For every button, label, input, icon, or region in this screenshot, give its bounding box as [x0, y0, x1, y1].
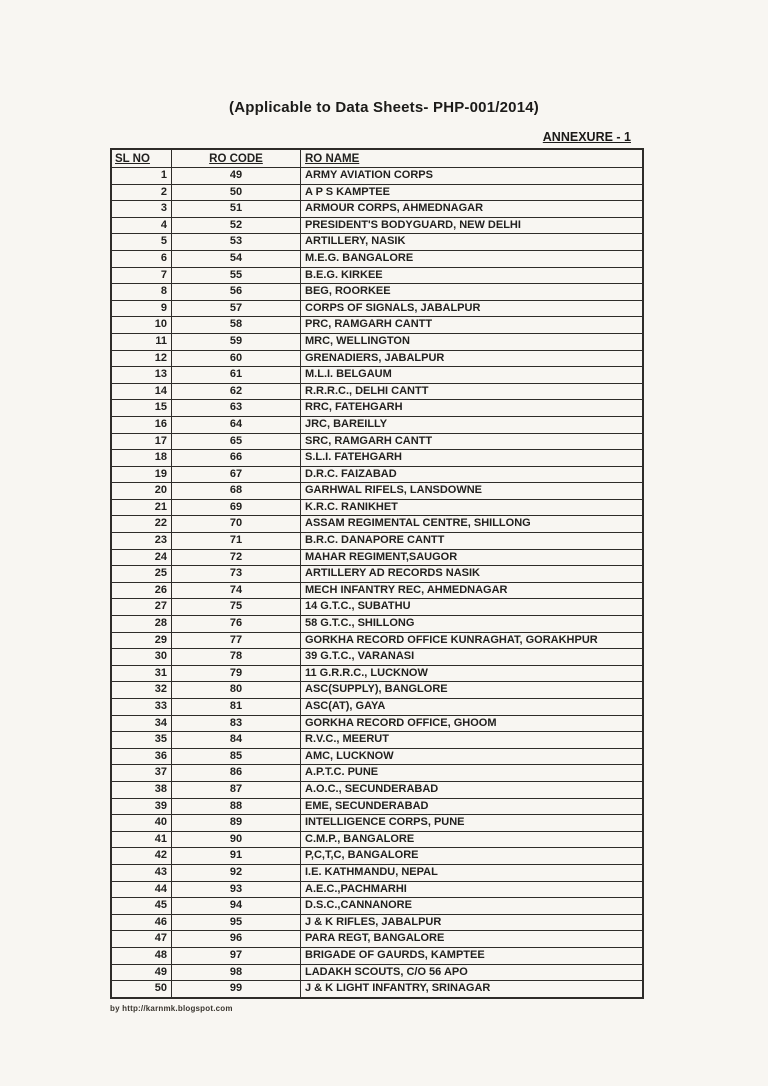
cell-ro-code: 83 [172, 715, 301, 732]
col-header-ro-code: RO CODE [172, 149, 301, 168]
table-row [111, 831, 643, 848]
cell-ro-code: 92 [172, 864, 301, 881]
cell-ro-code: 97 [172, 947, 301, 964]
cell-ro-name: A.P.T.C. PUNE [301, 765, 644, 782]
cell-ro-name: P,C,T,C, BANGALORE [301, 848, 644, 865]
cell-sl-no: 8 [111, 284, 172, 301]
cell-ro-code: 89 [172, 815, 301, 832]
table-row [111, 947, 643, 964]
table-row [111, 682, 643, 699]
cell-sl-no: 16 [111, 416, 172, 433]
cell-ro-name: ARMOUR CORPS, AHMEDNAGAR [301, 201, 644, 218]
cell-ro-code: 69 [172, 499, 301, 516]
table-row [111, 699, 643, 716]
cell-ro-code: 93 [172, 881, 301, 898]
table-row [111, 168, 643, 185]
cell-ro-code: 52 [172, 217, 301, 234]
table-row [111, 450, 643, 467]
table-row [111, 566, 643, 583]
table-row [111, 881, 643, 898]
cell-ro-name: A.O.C., SECUNDERABAD [301, 781, 644, 798]
cell-sl-no: 39 [111, 798, 172, 815]
cell-ro-name: PARA REGT, BANGALORE [301, 931, 644, 948]
table-row [111, 914, 643, 931]
cell-ro-code: 90 [172, 831, 301, 848]
cell-ro-name: B.E.G. KIRKEE [301, 267, 644, 284]
cell-ro-name: CORPS OF SIGNALS, JABALPUR [301, 300, 644, 317]
cell-sl-no: 9 [111, 300, 172, 317]
cell-ro-code: 91 [172, 848, 301, 865]
cell-sl-no: 27 [111, 599, 172, 616]
table-row [111, 533, 643, 550]
cell-ro-code: 70 [172, 516, 301, 533]
table-row [111, 250, 643, 267]
cell-sl-no: 50 [111, 981, 172, 998]
table-row [111, 516, 643, 533]
cell-ro-name: 58 G.T.C., SHILLONG [301, 616, 644, 633]
cell-ro-name: BRIGADE OF GAURDS, KAMPTEE [301, 947, 644, 964]
cell-sl-no: 30 [111, 649, 172, 666]
cell-sl-no: 20 [111, 483, 172, 500]
cell-ro-code: 88 [172, 798, 301, 815]
table-header-row [111, 149, 643, 168]
footer-credit: by http://karnmk.blogspot.com [110, 1004, 233, 1013]
cell-ro-name: ARMY AVIATION CORPS [301, 168, 644, 185]
table-row [111, 599, 643, 616]
cell-ro-name: A P S KAMPTEE [301, 184, 644, 201]
cell-sl-no: 49 [111, 964, 172, 981]
cell-ro-name: 39 G.T.C., VARANASI [301, 649, 644, 666]
cell-ro-code: 77 [172, 632, 301, 649]
table-row [111, 549, 643, 566]
cell-ro-code: 73 [172, 566, 301, 583]
cell-sl-no: 14 [111, 383, 172, 400]
cell-sl-no: 19 [111, 466, 172, 483]
cell-ro-code: 85 [172, 748, 301, 765]
cell-ro-name: SRC, RAMGARH CANTT [301, 433, 644, 450]
cell-ro-code: 59 [172, 333, 301, 350]
cell-ro-code: 49 [172, 168, 301, 185]
table-row [111, 333, 643, 350]
table-row [111, 300, 643, 317]
ro-table [110, 148, 644, 999]
table-row [111, 416, 643, 433]
cell-ro-name: EME, SECUNDERABAD [301, 798, 644, 815]
cell-sl-no: 22 [111, 516, 172, 533]
cell-sl-no: 26 [111, 582, 172, 599]
cell-sl-no: 44 [111, 881, 172, 898]
cell-ro-name: R.V.C., MEERUT [301, 732, 644, 749]
cell-ro-name: JRC, BAREILLY [301, 416, 644, 433]
cell-ro-name: RRC, FATEHGARH [301, 400, 644, 417]
table-row [111, 848, 643, 865]
cell-ro-name: I.E. KATHMANDU, NEPAL [301, 864, 644, 881]
table-row [111, 400, 643, 417]
cell-ro-code: 53 [172, 234, 301, 251]
table-row [111, 781, 643, 798]
cell-sl-no: 34 [111, 715, 172, 732]
cell-sl-no: 18 [111, 450, 172, 467]
cell-ro-code: 74 [172, 582, 301, 599]
cell-ro-name: MAHAR REGIMENT,SAUGOR [301, 549, 644, 566]
cell-ro-name: J & K RIFLES, JABALPUR [301, 914, 644, 931]
cell-ro-name: M.L.I. BELGAUM [301, 367, 644, 384]
table-row [111, 499, 643, 516]
cell-ro-code: 64 [172, 416, 301, 433]
cell-ro-code: 60 [172, 350, 301, 367]
table-row [111, 184, 643, 201]
cell-ro-code: 56 [172, 284, 301, 301]
table-row [111, 964, 643, 981]
cell-sl-no: 13 [111, 367, 172, 384]
cell-ro-name: D.R.C. FAIZABAD [301, 466, 644, 483]
table-row [111, 732, 643, 749]
cell-ro-name: R.R.R.C., DELHI CANTT [301, 383, 644, 400]
cell-ro-code: 55 [172, 267, 301, 284]
cell-ro-name: C.M.P., BANGALORE [301, 831, 644, 848]
cell-ro-code: 61 [172, 367, 301, 384]
cell-sl-no: 24 [111, 549, 172, 566]
cell-ro-name: 11 G.R.R.C., LUCKNOW [301, 665, 644, 682]
cell-sl-no: 48 [111, 947, 172, 964]
cell-ro-code: 75 [172, 599, 301, 616]
cell-ro-name: GARHWAL RIFELS, LANSDOWNE [301, 483, 644, 500]
cell-sl-no: 41 [111, 831, 172, 848]
cell-ro-name: K.R.C. RANIKHET [301, 499, 644, 516]
table-row [111, 201, 643, 218]
annexure-label: ANNEXURE - 1 [542, 130, 631, 144]
cell-ro-code: 68 [172, 483, 301, 500]
cell-sl-no: 12 [111, 350, 172, 367]
cell-sl-no: 21 [111, 499, 172, 516]
cell-ro-code: 63 [172, 400, 301, 417]
cell-ro-code: 67 [172, 466, 301, 483]
table-row [111, 317, 643, 334]
cell-sl-no: 4 [111, 217, 172, 234]
cell-ro-code: 78 [172, 649, 301, 666]
cell-ro-code: 65 [172, 433, 301, 450]
cell-ro-name: ASSAM REGIMENTAL CENTRE, SHILLONG [301, 516, 644, 533]
cell-ro-code: 99 [172, 981, 301, 998]
cell-ro-code: 81 [172, 699, 301, 716]
cell-ro-code: 79 [172, 665, 301, 682]
cell-sl-no: 5 [111, 234, 172, 251]
table-row [111, 483, 643, 500]
cell-ro-name: ARTILLERY AD RECORDS NASIK [301, 566, 644, 583]
cell-sl-no: 43 [111, 864, 172, 881]
cell-sl-no: 25 [111, 566, 172, 583]
cell-sl-no: 17 [111, 433, 172, 450]
cell-ro-code: 72 [172, 549, 301, 566]
cell-sl-no: 42 [111, 848, 172, 865]
table-row [111, 864, 643, 881]
cell-ro-name: J & K LIGHT INFANTRY, SRINAGAR [301, 981, 644, 998]
table-row [111, 632, 643, 649]
table-row [111, 582, 643, 599]
cell-sl-no: 1 [111, 168, 172, 185]
table-row [111, 217, 643, 234]
cell-sl-no: 31 [111, 665, 172, 682]
table-header [111, 149, 643, 168]
cell-ro-name: PRESIDENT'S BODYGUARD, NEW DELHI [301, 217, 644, 234]
cell-sl-no: 28 [111, 616, 172, 633]
cell-ro-name: GORKHA RECORD OFFICE, GHOOM [301, 715, 644, 732]
table-row [111, 367, 643, 384]
cell-ro-name: GORKHA RECORD OFFICE KUNRAGHAT, GORAKHPUR [301, 632, 644, 649]
table-row [111, 649, 643, 666]
cell-sl-no: 3 [111, 201, 172, 218]
cell-ro-name: MRC, WELLINGTON [301, 333, 644, 350]
table-row [111, 383, 643, 400]
col-header-ro-name: RO NAME [301, 149, 644, 168]
table-row [111, 234, 643, 251]
cell-ro-code: 76 [172, 616, 301, 633]
table-row [111, 466, 643, 483]
cell-ro-code: 84 [172, 732, 301, 749]
table-row [111, 715, 643, 732]
cell-ro-code: 54 [172, 250, 301, 267]
cell-ro-code: 57 [172, 300, 301, 317]
cell-sl-no: 7 [111, 267, 172, 284]
table-row [111, 284, 643, 301]
cell-ro-name: MECH INFANTRY REC, AHMEDNAGAR [301, 582, 644, 599]
cell-ro-code: 80 [172, 682, 301, 699]
cell-sl-no: 15 [111, 400, 172, 417]
table-row [111, 898, 643, 915]
cell-sl-no: 10 [111, 317, 172, 334]
cell-ro-code: 58 [172, 317, 301, 334]
cell-ro-name: M.E.G. BANGALORE [301, 250, 644, 267]
cell-sl-no: 32 [111, 682, 172, 699]
cell-ro-code: 94 [172, 898, 301, 915]
cell-sl-no: 45 [111, 898, 172, 915]
table-row [111, 616, 643, 633]
cell-sl-no: 47 [111, 931, 172, 948]
cell-sl-no: 35 [111, 732, 172, 749]
cell-ro-name: AMC, LUCKNOW [301, 748, 644, 765]
table-row [111, 815, 643, 832]
col-header-sl-no: SL NO [111, 149, 172, 168]
cell-sl-no: 40 [111, 815, 172, 832]
cell-ro-name: D.S.C.,CANNANORE [301, 898, 644, 915]
cell-sl-no: 23 [111, 533, 172, 550]
table-row [111, 350, 643, 367]
cell-sl-no: 2 [111, 184, 172, 201]
cell-ro-name: 14 G.T.C., SUBATHU [301, 599, 644, 616]
cell-ro-name: B.R.C. DANAPORE CANTT [301, 533, 644, 550]
cell-ro-code: 50 [172, 184, 301, 201]
table-row [111, 798, 643, 815]
cell-ro-code: 51 [172, 201, 301, 218]
cell-ro-name: LADAKH SCOUTS, C/O 56 APO [301, 964, 644, 981]
cell-ro-code: 95 [172, 914, 301, 931]
table-row [111, 931, 643, 948]
cell-sl-no: 33 [111, 699, 172, 716]
cell-sl-no: 46 [111, 914, 172, 931]
table-row [111, 433, 643, 450]
cell-ro-name: ARTILLERY, NASIK [301, 234, 644, 251]
cell-ro-code: 66 [172, 450, 301, 467]
cell-sl-no: 36 [111, 748, 172, 765]
table-body [111, 168, 643, 998]
cell-ro-code: 87 [172, 781, 301, 798]
cell-sl-no: 37 [111, 765, 172, 782]
cell-ro-name: PRC, RAMGARH CANTT [301, 317, 644, 334]
cell-sl-no: 29 [111, 632, 172, 649]
cell-ro-code: 96 [172, 931, 301, 948]
cell-ro-name: S.L.I. FATEHGARH [301, 450, 644, 467]
cell-ro-code: 62 [172, 383, 301, 400]
table-row [111, 267, 643, 284]
table-row [111, 765, 643, 782]
cell-ro-name: A.E.C.,PACHMARHI [301, 881, 644, 898]
cell-sl-no: 38 [111, 781, 172, 798]
cell-ro-name: BEG, ROORKEE [301, 284, 644, 301]
cell-ro-code: 71 [172, 533, 301, 550]
cell-ro-name: ASC(AT), GAYA [301, 699, 644, 716]
cell-ro-code: 98 [172, 964, 301, 981]
cell-sl-no: 6 [111, 250, 172, 267]
cell-ro-name: GRENADIERS, JABALPUR [301, 350, 644, 367]
cell-ro-name: INTELLIGENCE CORPS, PUNE [301, 815, 644, 832]
page-title: (Applicable to Data Sheets- PHP-001/2014) [229, 99, 539, 116]
cell-sl-no: 11 [111, 333, 172, 350]
table-row [111, 665, 643, 682]
cell-ro-name: ASC(SUPPLY), BANGLORE [301, 682, 644, 699]
cell-ro-code: 86 [172, 765, 301, 782]
table-row [111, 748, 643, 765]
table-row [111, 981, 643, 998]
